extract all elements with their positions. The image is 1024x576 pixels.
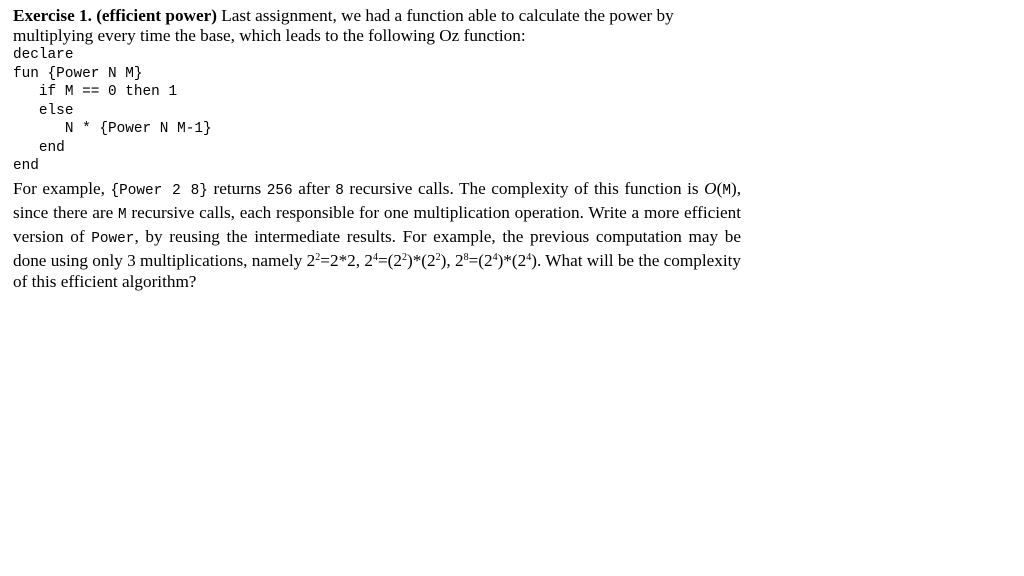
- inline-code: {Power 2 8}: [110, 182, 208, 199]
- inline-code: 8: [335, 182, 344, 199]
- body-text: recursive calls, each responsible for one multiplication operation. Write a more efficient version of: [13, 202, 741, 246]
- code-line: end: [13, 139, 65, 156]
- exercise-intro-paragraph: [13, 6, 741, 46]
- code-line: if M == 0 then 1: [13, 84, 178, 100]
- explanation-paragraph: [13, 178, 741, 292]
- paren-close: ): [730, 178, 737, 198]
- code-line: else: [13, 102, 74, 119]
- body-text: )*(2: [497, 250, 527, 270]
- oz-code-block: [13, 46, 741, 176]
- body-text: =(2: [468, 250, 493, 270]
- complexity-question: What will be the complexity of this efficient algorithm?: [13, 250, 742, 291]
- body-text: )*(2: [406, 250, 436, 270]
- code-line: declare: [13, 47, 74, 63]
- body-text: ), 2: [440, 250, 464, 270]
- inline-code: Power: [91, 230, 135, 247]
- body-text: For example,: [13, 178, 111, 198]
- body-text: =(2: [377, 250, 402, 270]
- code-line: end: [13, 158, 39, 174]
- exercise-title: Exercise 1. (efficient power): [13, 6, 217, 25]
- code-line: fun {Power N M}: [13, 65, 143, 82]
- inline-code: 256: [266, 182, 293, 199]
- body-text: =2*2, 2: [320, 250, 373, 270]
- big-o-symbol: O: [704, 178, 717, 198]
- code-line: N * {Power N M-1}: [13, 121, 212, 137]
- exponent: 8: [463, 251, 469, 263]
- exponent: 4: [526, 251, 532, 263]
- body-text: recursive calls. The complexity of this function is: [343, 178, 705, 198]
- exponent: 2: [435, 251, 441, 263]
- body-text: , since there are: [13, 178, 741, 222]
- paren-open: (: [716, 178, 723, 198]
- body-text: after: [292, 178, 336, 198]
- exercise-document: [13, 6, 741, 292]
- inline-code: M: [722, 182, 731, 199]
- exponent: 2: [315, 251, 321, 263]
- inline-code: M: [117, 206, 127, 223]
- exponent: 2: [401, 251, 407, 263]
- exponent: 4: [492, 251, 498, 263]
- intro-text: Last assignment, we had a function able to calculate the power by multiplying every time the base, which leads to the following Oz function:: [13, 6, 674, 45]
- body-text: ).: [531, 250, 542, 270]
- exponent: 4: [372, 251, 378, 263]
- body-text: , by reusing the intermediate results. For example, the previous computation may be done using only 3 multiplications, namely 2: [13, 226, 741, 270]
- body-text: returns: [207, 178, 267, 198]
